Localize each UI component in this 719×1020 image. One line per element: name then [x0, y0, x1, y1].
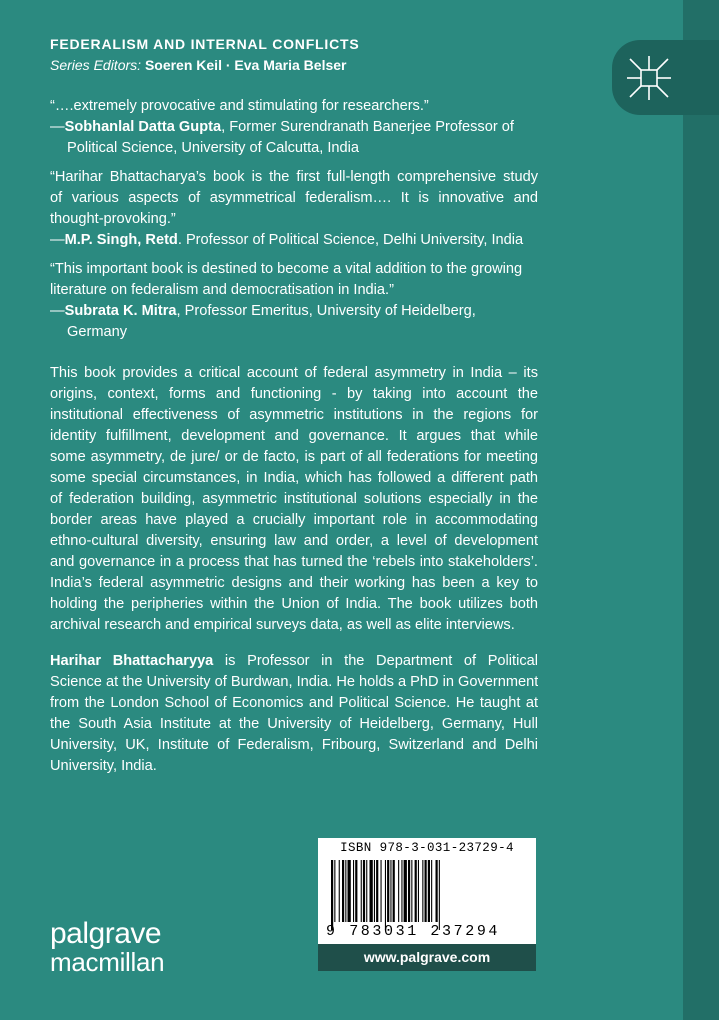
quote-author: M.P. Singh, Retd: [64, 232, 178, 248]
publisher-logo-tab: [612, 40, 719, 115]
quote-affiliation: , Former Surendranath Banerjee Professor of: [221, 119, 514, 135]
quote-attribution: —Sobhanlal Datta Gupta, Former Surendranath Banerjee Professor of: [50, 119, 514, 135]
series-editors-names: Soeren Keil · Eva Maria Belser: [144, 57, 347, 73]
author-name: Harihar Bhattacharyya: [50, 653, 214, 669]
author-bio-line: University, UK, Institute of Federalism, Fribourg, Switzerland and Delhi: [50, 737, 538, 753]
description-line: ethno-cultural diversity, ensuring law and order, a level of development: [50, 533, 538, 549]
description-line: holding the peripheries within the Union of India. The book utilizes both: [50, 596, 538, 612]
endorsement-quote-3: [50, 259, 538, 343]
publisher-url: www.palgrave.com: [318, 944, 536, 971]
description-line: of federation building, asymmetric institutional solutions especially in the: [50, 491, 538, 507]
quote-text: “Harihar Bhattacharya’s book is the first full-length comprehensive study: [50, 169, 538, 185]
quote-text: “This important book is destined to become a vital addition to the growing: [50, 261, 523, 277]
quote-affiliation-cont: Germany: [67, 324, 128, 340]
isbn-label: ISBN 978-3-031-23729-4: [340, 841, 514, 855]
barcode-bars: [331, 860, 523, 930]
quote-affiliation: . Professor of Political Science, Delhi University, India: [177, 232, 524, 248]
publisher-name-macmillan: macmillan: [50, 947, 165, 977]
quote-author: Sobhanlal Datta Gupta: [64, 119, 222, 135]
description-line: some asymmetry, de jure/ or de facto, is part of all federations for meeting: [50, 449, 538, 465]
book-description: [50, 363, 538, 636]
quote-text: thought-provoking.”: [50, 211, 176, 227]
description-line: origins, context, forms and functioning - by taking into account the: [50, 386, 538, 402]
series-editors-label: Series Editors:: [50, 57, 142, 73]
author-bio: [50, 651, 538, 777]
quote-attribution: —Subrata K. Mitra, Professor Emeritus, University of Heidelberg,: [50, 303, 476, 319]
series-editors: [50, 57, 346, 73]
description-line: border areas have played a crucially important role in accommodating: [50, 512, 538, 528]
description-line: India’s federal asymmetric designs and their working has been a key to: [50, 575, 538, 591]
quote-text: “….extremely provocative and stimulating for researchers.”: [50, 98, 429, 114]
quote-attribution: —M.P. Singh, Retd. Professor of Political Science, Delhi University, India: [50, 232, 524, 248]
publisher-name-palgrave: palgrave: [50, 917, 162, 950]
description-line: and governance in a process that has turned the ‘rebels into stakeholders’.: [50, 554, 538, 570]
quote-author: Subrata K. Mitra: [64, 303, 177, 319]
endorsement-quote-2: [50, 167, 538, 251]
quote-affiliation-cont: Political Science, University of Calcutta, India: [67, 140, 360, 156]
description-line: archival research and empirical surveys data, as well as elite interviews.: [50, 617, 515, 633]
description-line: some special circumstances, in India, which has followed a different path: [50, 470, 538, 486]
endorsement-quote-1: [50, 96, 538, 159]
series-title: FEDERALISM AND INTERNAL CONFLICTS: [50, 36, 360, 52]
author-bio-line: the South Asia Institute at the University of Heidelberg, Germany, Hull: [50, 716, 538, 732]
quote-text: literature on federalism and democratisation in India.”: [50, 282, 394, 298]
isbn-digits: 9 783031 237294: [326, 923, 501, 940]
description-line: This book provides a critical account of federal asymmetry in India – its: [50, 365, 538, 381]
author-bio-line: from the London School of Economics and Political Science. He taught at: [50, 695, 538, 711]
isbn-barcode: [318, 838, 536, 944]
book-spine: [683, 0, 719, 1020]
author-bio-line: Harihar Bhattacharyya is Professor in the Department of Political: [50, 653, 538, 669]
description-line: identity fulfillment, development and governance. It argues that while: [50, 428, 538, 444]
author-bio-line: Science at the University of Burdwan, India. He holds a PhD in Government: [50, 674, 538, 690]
palgrave-star-icon: [624, 53, 674, 103]
author-bio-line: University, India.: [50, 758, 157, 774]
quote-affiliation: , Professor Emeritus, University of Heidelberg,: [176, 303, 476, 319]
quote-text: of various aspects of asymmetrical federalism…. It is innovative and: [50, 190, 538, 206]
description-line: institutional effectiveness of asymmetric institutions in the regions for: [50, 407, 538, 423]
